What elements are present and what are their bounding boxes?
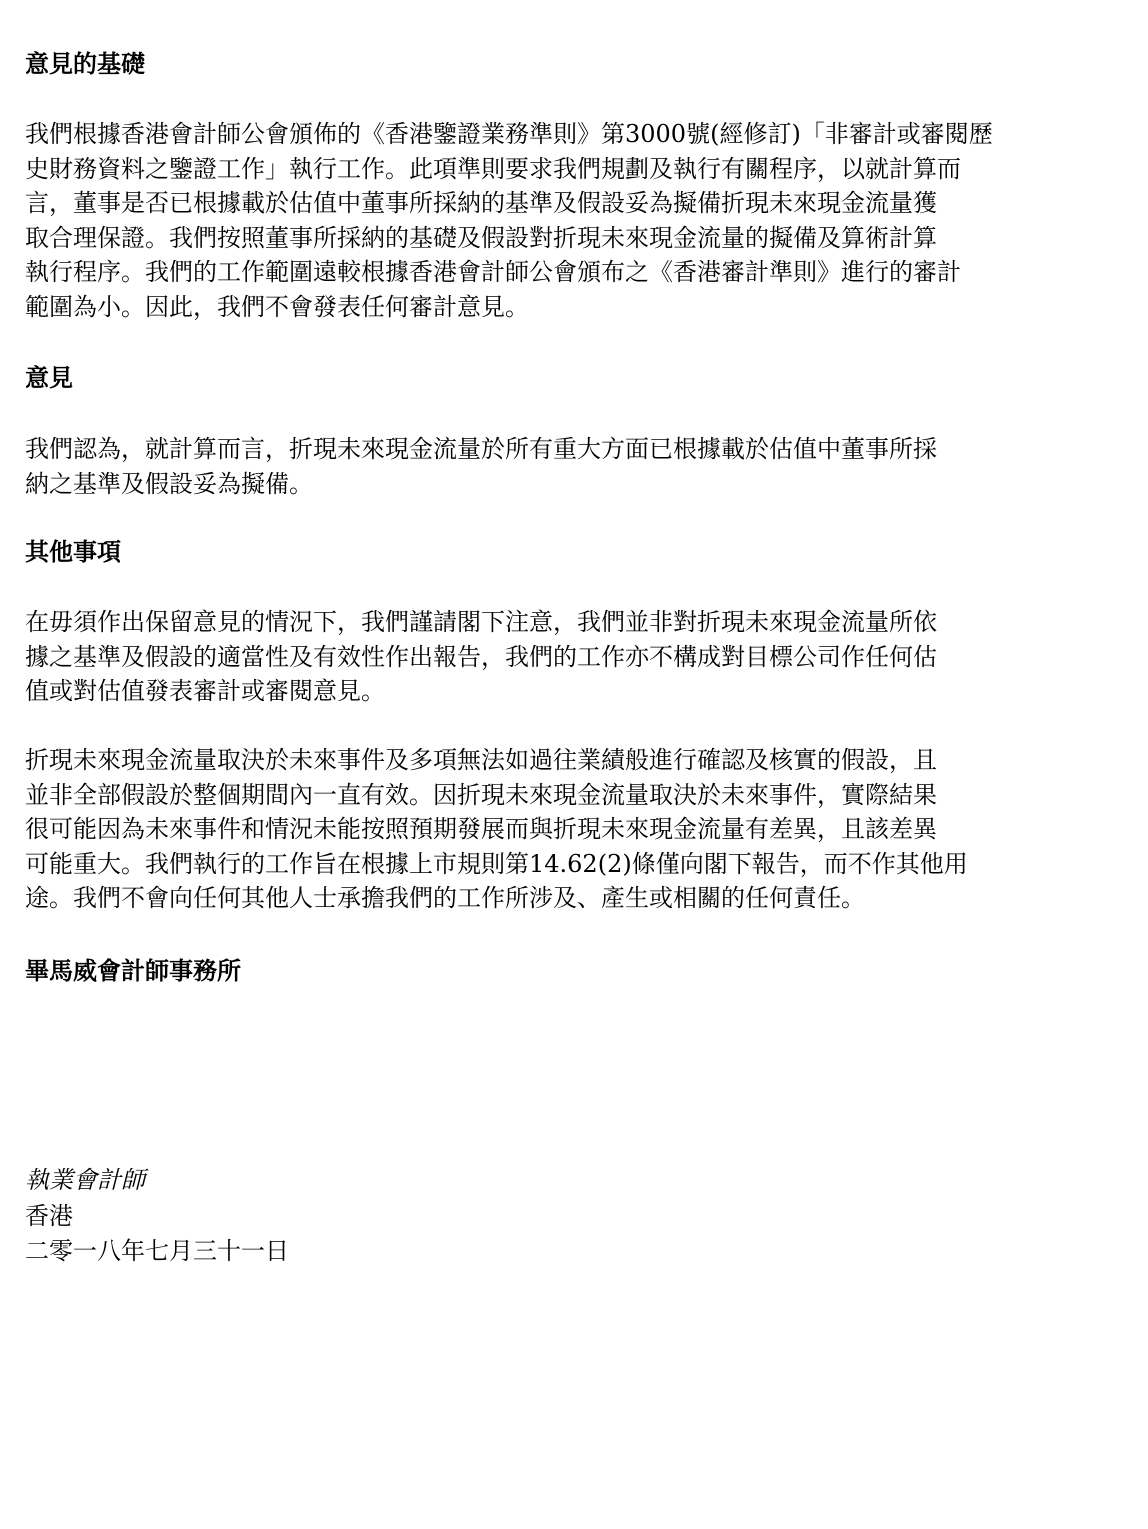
- text-line: 史財務資料之鑒證工作」執行工作。此項準則要求我們規劃及執行有關程序，以就計算而: [25, 154, 961, 183]
- paragraph-other-matters-1: [25, 605, 1095, 709]
- text-line: 言，董事是否已根據載於估值中董事所採納的基準及假設妥為擬備折現未來現金流量獲: [25, 189, 937, 217]
- signature-location: 香港: [25, 1202, 73, 1230]
- text-line: 我們認為，就計算而言，折現未來現金流量於所有重大方面已根據載於估值中董事所採: [25, 435, 937, 463]
- firm-name: 畢馬威會計師事務所: [25, 956, 241, 985]
- heading-other-matters: 其他事項: [25, 537, 121, 566]
- text-line: 納之基準及假設妥為擬備。: [25, 469, 313, 498]
- signature-date: 二零一八年七月三十一日: [25, 1237, 289, 1265]
- text-line: 範圍為小。因此，我們不會發表任何審計意見。: [25, 292, 529, 321]
- text-line: 很可能因為未來事件和情況未能按照預期發展而與折現未來現金流量有差異，且該差異: [25, 815, 937, 843]
- heading-opinion: 意見: [25, 363, 73, 392]
- text-line: 在毋須作出保留意見的情況下，我們謹請閣下注意，我們並非對折現未來現金流量所依: [25, 608, 937, 636]
- text-line: 取合理保證。我們按照董事所採納的基礎及假設對折現未來現金流量的擬備及算術計算: [25, 223, 937, 252]
- text-line: 據之基準及假設的適當性及有效性作出報告，我們的工作亦不構成對目標公司作任何估: [25, 642, 937, 671]
- text-line: 執行程序。我們的工作範圍遠較根據香港會計師公會頒布之《香港審計準則》進行的審計: [25, 258, 961, 286]
- text-line: 途。我們不會向任何其他人士承擔我們的工作所涉及、產生或相關的任何責任。: [25, 884, 865, 912]
- paragraph-other-matters-2: [25, 743, 1095, 916]
- signature-title: 執業會計師: [25, 1166, 145, 1194]
- text-line: 折現未來現金流量取決於未來事件及多項無法如過往業績般進行確認及核實的假設，且: [25, 746, 937, 774]
- text-line: 並非全部假設於整個期間內一直有效。因折現未來現金流量取決於未來事件，實際結果: [25, 780, 937, 809]
- heading-basis-of-opinion: 意見的基礎: [25, 49, 145, 78]
- paragraph-basis-of-opinion: [25, 117, 1095, 324]
- paragraph-opinion: [25, 432, 1095, 501]
- text-line: 可能重大。我們執行的工作旨在根據上市規則第14.62(2)條僅向閣下報告，而不作其他用: [25, 849, 968, 878]
- text-line: 值或對估值發表審計或審閱意見。: [25, 677, 385, 705]
- text-line: 我們根據香港會計師公會頒佈的《香港鑒證業務準則》第3000號(經修訂)「非審計或審閱歷: [25, 120, 993, 148]
